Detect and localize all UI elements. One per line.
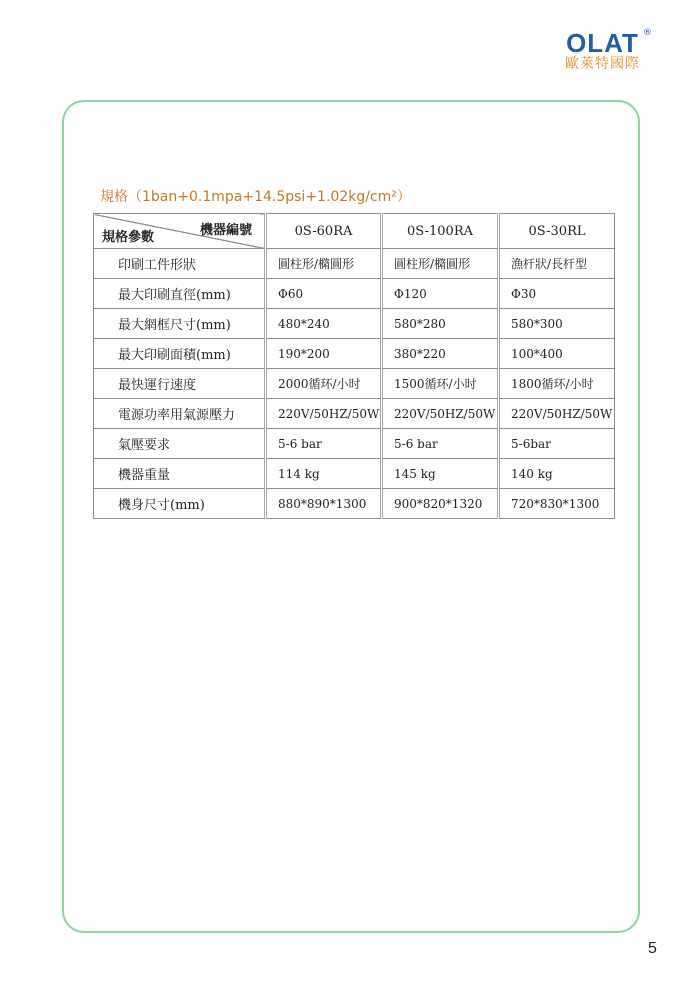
- value-cell: 漁杆狀/長杆型: [499, 249, 615, 279]
- value-cell: 880*890*1300: [266, 489, 382, 519]
- param-label: 最大印刷面積(mm): [94, 339, 266, 369]
- value-cell: 2000循环/小时: [266, 369, 382, 399]
- table-row: [94, 489, 615, 519]
- param-label: 最快運行速度: [94, 369, 266, 399]
- spec-title: 規格（1ban+0.1mpa+14.5psi+1.02kg/cm²）: [100, 189, 411, 205]
- registered-mark: ®: [643, 28, 652, 38]
- param-label: 電源功率用氣源壓力: [94, 399, 266, 429]
- table-row: [94, 339, 615, 369]
- param-label: 機器重量: [94, 459, 266, 489]
- table-row: [94, 429, 615, 459]
- value-cell: 580*300: [499, 309, 615, 339]
- value-cell: 220V/50HZ/50W: [266, 399, 382, 429]
- table-row: [94, 369, 615, 399]
- value-cell: Φ120: [382, 279, 499, 309]
- page-number: 5: [648, 940, 657, 957]
- value-cell: 220V/50HZ/50W: [499, 399, 615, 429]
- model-header: 0S-100RA: [382, 214, 499, 249]
- table-header-row: [94, 214, 615, 249]
- table-row: [94, 279, 615, 309]
- model-header: 0S-60RA: [266, 214, 382, 249]
- value-cell: 5-6 bar: [266, 429, 382, 459]
- model-header: 0S-30RL: [499, 214, 615, 249]
- value-cell: 190*200: [266, 339, 382, 369]
- param-label: 最大網框尺寸(mm): [94, 309, 266, 339]
- value-cell: 5-6 bar: [382, 429, 499, 459]
- value-cell: 5-6bar: [499, 429, 615, 459]
- table-row: [94, 249, 615, 279]
- value-cell: 380*220: [382, 339, 499, 369]
- param-label: 印刷工件形狀: [94, 249, 266, 279]
- value-cell: 1500循环/小时: [382, 369, 499, 399]
- param-label: 最大印刷直徑(mm): [94, 279, 266, 309]
- param-label: 機身尺寸(mm): [94, 489, 266, 519]
- spec-param-label: 規格參數: [102, 230, 155, 245]
- table-row: [94, 399, 615, 429]
- machine-number-label: 機器編號: [199, 223, 252, 238]
- logo-chinese-name: 歐萊特國際: [565, 56, 640, 72]
- spec-table: [93, 213, 615, 519]
- value-cell: 圓柱形/橢圓形: [266, 249, 382, 279]
- value-cell: Φ30: [499, 279, 615, 309]
- value-cell: 114 kg: [266, 459, 382, 489]
- header-corner-cell: [94, 214, 266, 249]
- table-row: [94, 309, 615, 339]
- value-cell: 900*820*1320: [382, 489, 499, 519]
- param-label: 氣壓要求: [94, 429, 266, 459]
- olat-logo: [565, 28, 652, 73]
- value-cell: 140 kg: [499, 459, 615, 489]
- value-cell: 220V/50HZ/50W: [382, 399, 499, 429]
- value-cell: 145 kg: [382, 459, 499, 489]
- value-cell: 100*400: [499, 339, 615, 369]
- logo-wordmark: OLAT: [566, 28, 639, 58]
- value-cell: 1800循环/小时: [499, 369, 615, 399]
- value-cell: 圓柱形/橢圓形: [382, 249, 499, 279]
- value-cell: Φ60: [266, 279, 382, 309]
- value-cell: 720*830*1300: [499, 489, 615, 519]
- value-cell: 580*280: [382, 309, 499, 339]
- value-cell: 480*240: [266, 309, 382, 339]
- table-row: [94, 459, 615, 489]
